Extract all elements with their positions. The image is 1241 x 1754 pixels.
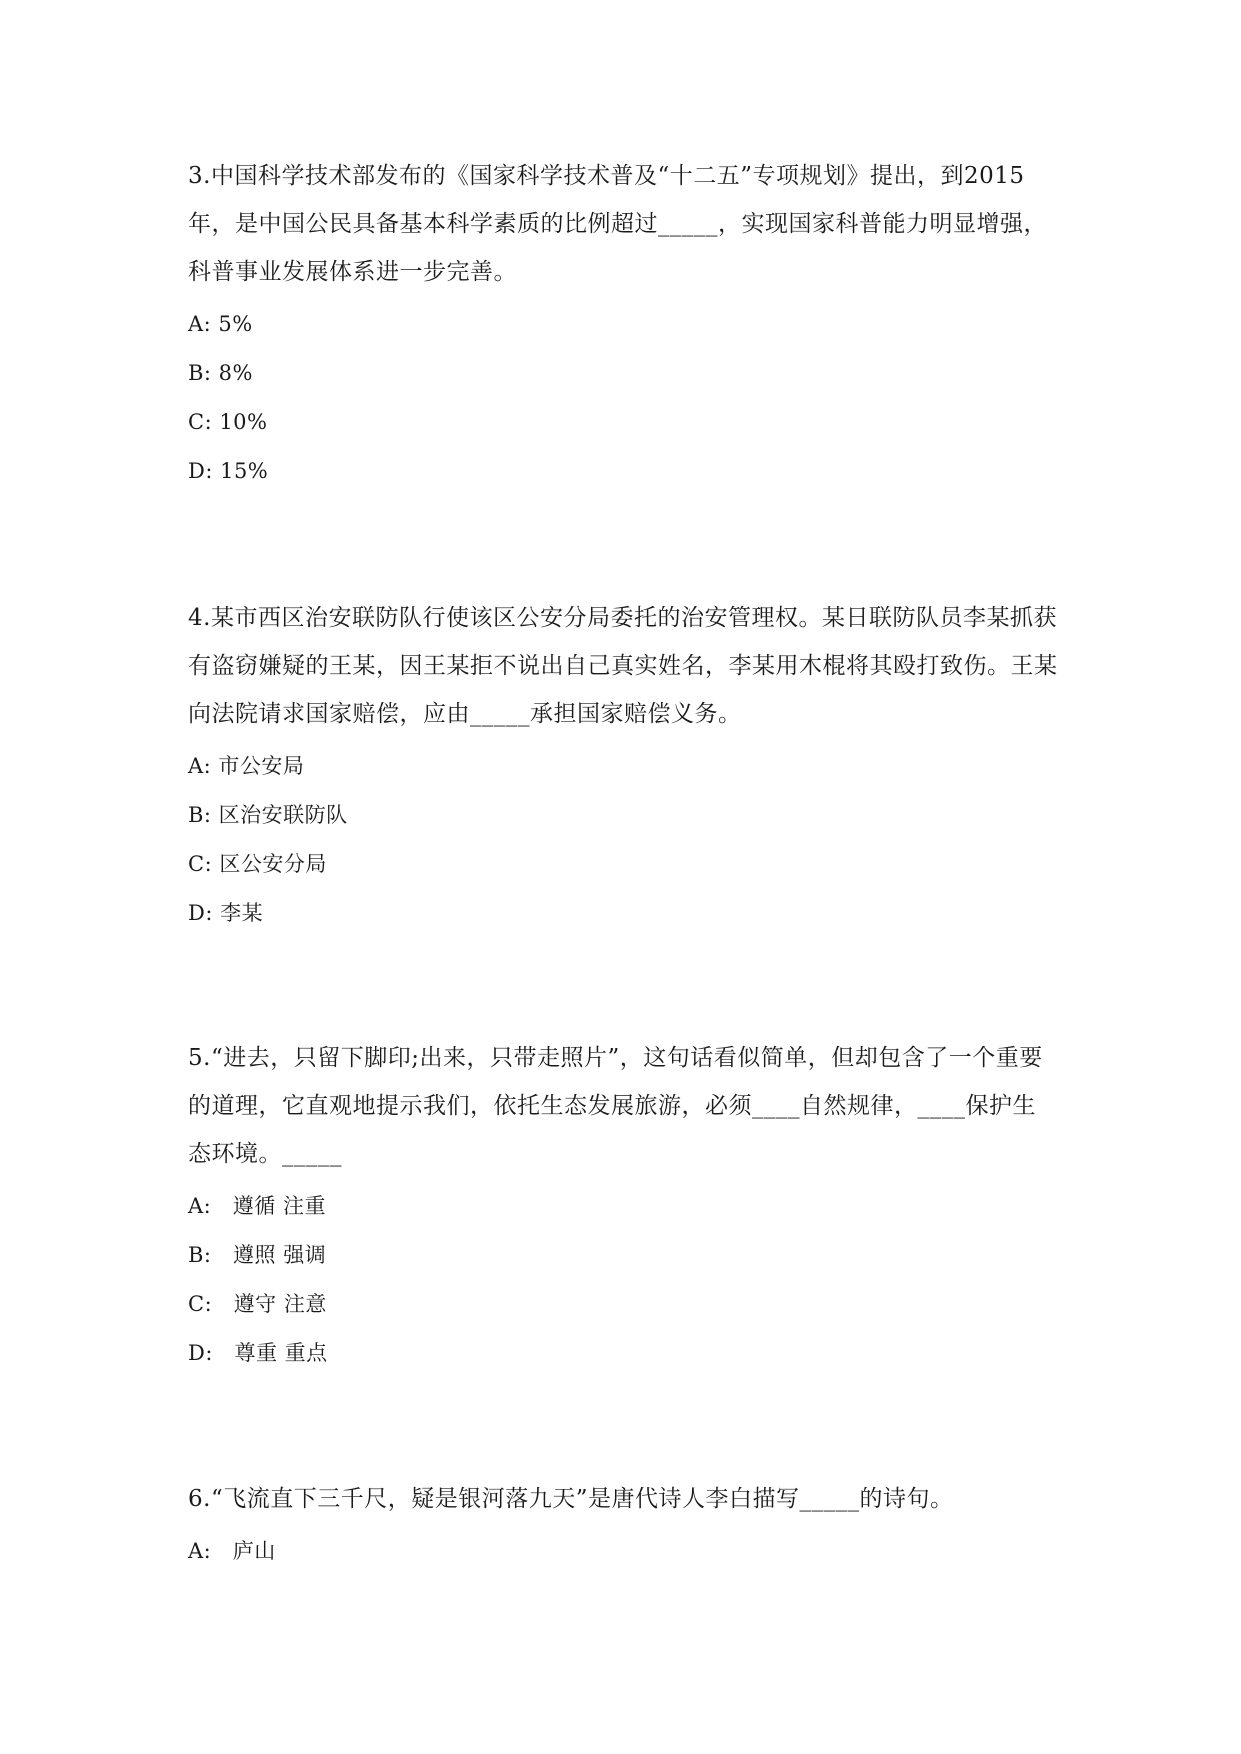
question-stem: 3.中国科学技术部发布的《国家科学技术普及“十二五”专项规划》提出，到2015年，是中国公民具备基本科学素质的比例超过_____，实现国家科普能力明显增强，科普事业发展体系进一步完善。 xyxy=(188,163,1047,285)
option-d: D: 15% xyxy=(188,459,269,483)
question-stem: 4.某市西区治安联防队行使该区公安分局委托的治安管理权。某日联防队员李某抓获有盗窃嫌疑的王某，因王某拒不说出自己真实姓名，李某用木棍将其殴打致伤。王某向法院请求国家赔偿，应由_____承担国家赔偿义务。 xyxy=(188,605,1058,727)
option-d: D: 尊重 重点 xyxy=(188,1341,328,1365)
question-5 xyxy=(188,1034,1058,1378)
option-c: C: 10% xyxy=(188,410,268,434)
question-6 xyxy=(188,1475,1058,1576)
option-a: A: 5% xyxy=(188,312,253,336)
option-a: A: 庐山 xyxy=(188,1539,276,1563)
option-b: B: 遵照 强调 xyxy=(188,1243,327,1267)
question-4 xyxy=(188,594,1058,938)
option-c: C: 遵守 注意 xyxy=(188,1292,327,1316)
option-a: A: 市公安局 xyxy=(188,754,305,778)
option-a: A: 遵循 注重 xyxy=(188,1194,326,1218)
question-stem: 5.“进去，只留下脚印;出来，只带走照片”，这句话看似简单，但却包含了一个重要的道理，它直观地提示我们，依托生态发展旅游，必须____自然规律，____保护生态环境。_____ xyxy=(188,1045,1043,1167)
option-d: D: 李某 xyxy=(188,901,264,925)
option-b: B: 区治安联防队 xyxy=(188,803,348,827)
question-3 xyxy=(188,152,1058,496)
question-stem: 6.“飞流直下三千尺，疑是银河落九天”是唐代诗人李白描写_____的诗句。 xyxy=(188,1486,954,1512)
option-b: B: 8% xyxy=(188,361,253,385)
option-c: C: 区公安分局 xyxy=(188,852,327,876)
